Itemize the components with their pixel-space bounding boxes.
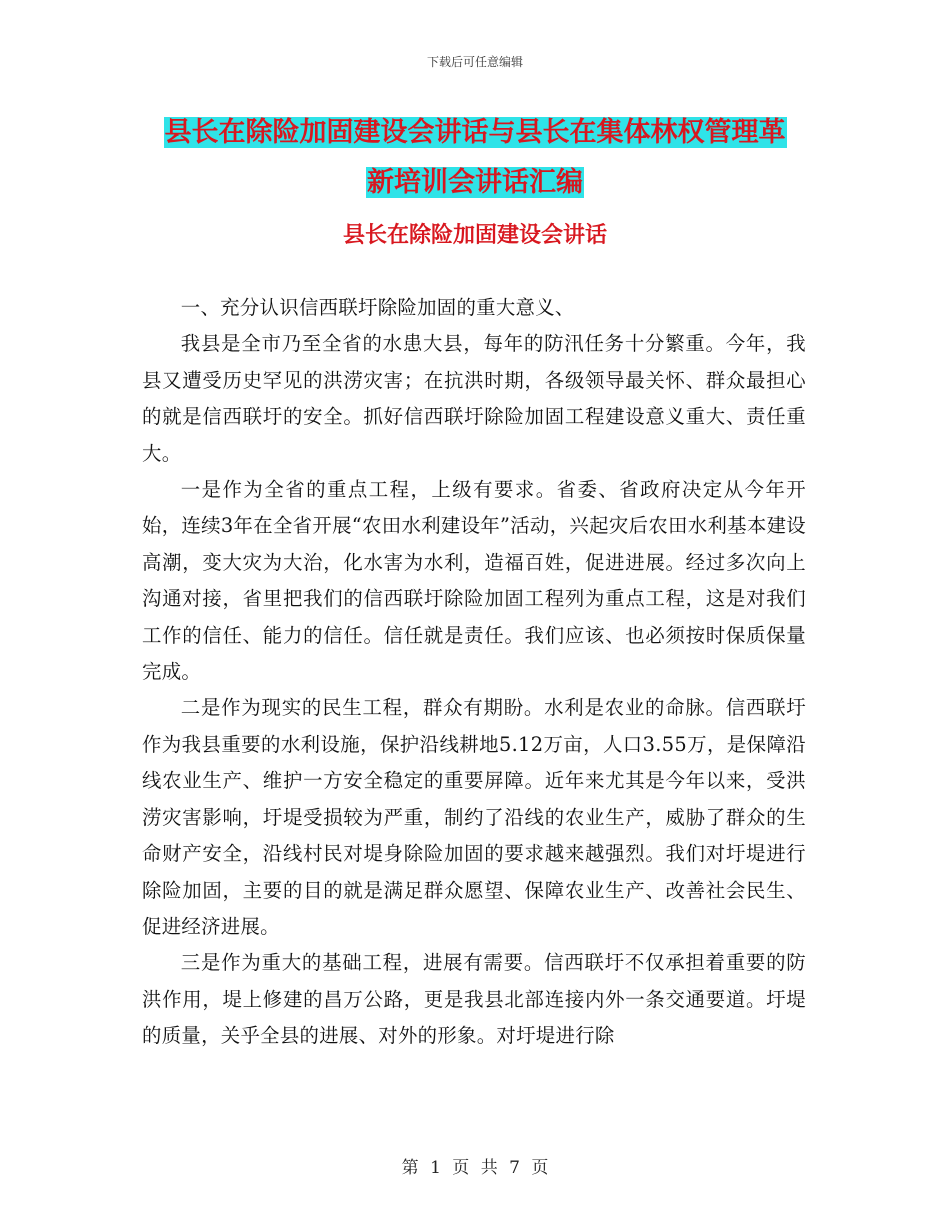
paragraph: 我县是全市乃至全省的水患大县，每年的防汛任务十分繁重。今年，我县又遭受历史罕见的洪涝灾害；在抗洪时期，各级领导最关怀、群众最担心的就是信西联圩的安全。抓好信西联圩除险加固工程建设意义重大、责任重大。 bbox=[142, 332, 806, 465]
document-title bbox=[140, 108, 810, 208]
paragraph: 一、充分认识信西联圩除险加固的重大意义、 bbox=[180, 296, 575, 319]
document-title-line-1: 县长在除险加固建设会讲话与县长在集体林权管理革 bbox=[164, 117, 786, 148]
page-number: 第 1 页 共 7 页 bbox=[401, 1158, 549, 1178]
document-body bbox=[142, 290, 806, 1055]
paragraph: 三是作为重大的基础工程，进展有需要。信西联圩不仅承担着重要的防洪作用，堤上修建的昌万公路，更是我县北部连接内外一条交通要道。圩堤的质量，关乎全县的进展、对外的形象。对圩堤进行除 bbox=[142, 951, 806, 1048]
header-note: 下载后可任意编辑 bbox=[426, 55, 523, 69]
document-title-line-2: 新培训会讲话汇编 bbox=[367, 167, 583, 198]
paragraph: 一是作为全省的重点工程，上级有要求。省委、省政府决定从今年开始，连续3年在全省开展“农田水利建设年”活动，兴起灾后农田水利基本建设高潮，变大灾为大治，化水害为水利，造福百姓，促进进展。经过多次向上沟通对接，省里把我们的信西联圩除险加固工程列为重点工程，这是对我们工作的信任、能力的信任。信任就是责任。我们应该、也必须按时保质保量完成。 bbox=[142, 478, 806, 684]
section-title: 县长在除险加固建设会讲话 bbox=[342, 223, 607, 248]
paragraph: 二是作为现实的民生工程，群众有期盼。水利是农业的命脉。信西联圩作为我县重要的水利设施，保护沿线耕地5.12万亩，人口3.55万，是保障沿线农业生产、维护一方安全稳定的重要屏障。近年来尤其是今年以来，受洪涝灾害影响，圩堤受损较为严重，制约了沿线的农业生产，威胁了群众的生命财产安全，沿线村民对堤身除险加固的要求越来越强烈。我们对圩堤进行除险加固，主要的目的就是满足群众愿望、保障农业生产、改善社会民生、促进经济进展。 bbox=[142, 696, 806, 938]
